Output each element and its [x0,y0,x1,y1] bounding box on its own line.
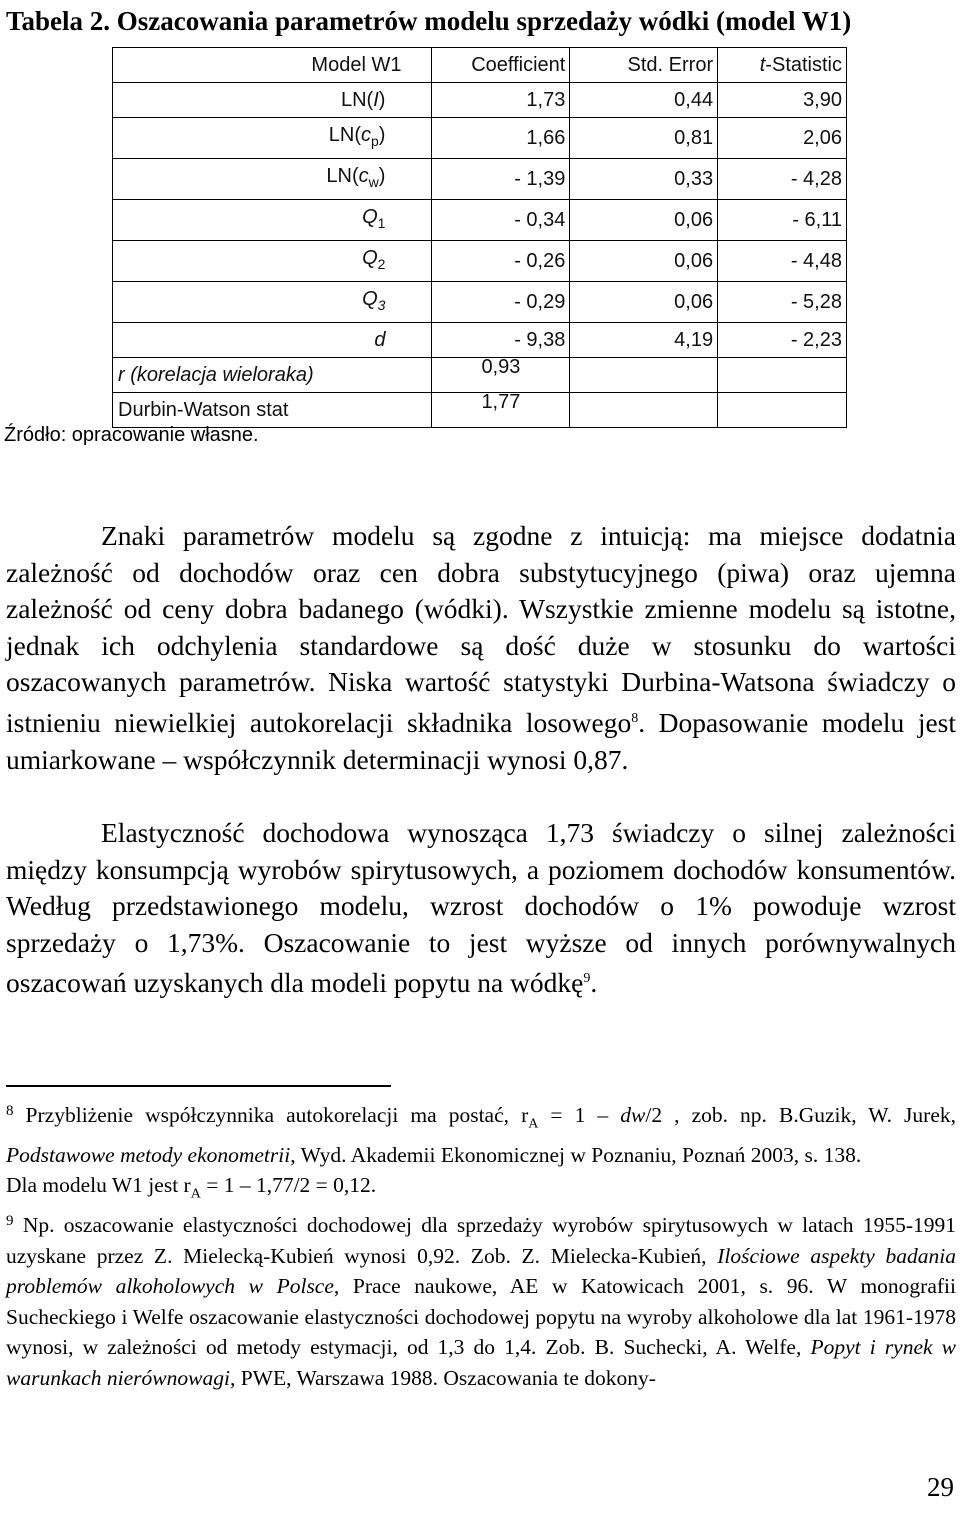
table-row [113,159,847,200]
empty-cell [570,358,718,393]
std-error-cell: 0,44 [570,83,718,118]
variable-cell: d [113,323,432,358]
std-error-cell: 0,06 [570,282,718,323]
std-error-cell: 0,81 [570,118,718,159]
variable-cell: $LN(c_p)$ [113,118,432,159]
table-row-r [113,358,847,393]
table-row [113,282,847,323]
t-stat-cell: 3,90 [718,83,847,118]
estimates-table [112,47,847,428]
std-error-cell: 0,33 [570,159,718,200]
coefficient-cell: - 0,34 [432,200,570,241]
t-stat-cell: - 4,28 [718,159,847,200]
variable-cell: $LN(c_w)$ [113,159,432,200]
coefficient-cell: 1,73 [432,83,570,118]
page-number: 29 [927,1472,954,1502]
table-row [113,118,847,159]
header-model: Model W1 [113,48,432,83]
coefficient-cell: - 1,39 [432,159,570,200]
variable-cell: $Q_2$ [113,241,432,282]
table-caption: Tabela 2. Oszacowania parametrów modelu sprzedaży wódki (model W1) [6,6,852,36]
coefficient-cell: 1,66 [432,118,570,159]
header-t-rest: -Statistic [765,54,842,76]
footnote-9: $^9$ Np. oszacowanie elastyczności dochodowej dla sprzedaży wyrobów spirytusowych w latach 1955-1991 uzyskane przez Z. Mielecką-Kubień wynosi 0,92. Zob. Z. Mielecka-Kubień, Ilościowe aspekty badania problemów alkoholowych w Polsce, Prace naukowe, AE w Katowicach 2001, s. 96. W monografii Sucheckiego i Welfe oszacowanie elastyczności dochodowej popytu na wyroby alkoholowe dla lat 1961-1978 wynosi, w zależności od metody estymacji, od 1,3 do 1,4. Zob. B. Suchecki, A. Welfe, Popyt i rynek w warunkach nierównowagi, PWE, Warszawa 1988. Oszacowania te dokony- [6,1213,956,1390]
footnote-ref-8: 8 [631,710,639,726]
table-row [113,323,847,358]
footnotes [6,1100,956,1393]
std-error-cell: 0,06 [570,241,718,282]
table-row [113,241,847,282]
empty-cell [718,358,847,393]
header-coefficient: Coefficient [432,48,570,83]
table-source: Źródło: opracowanie własne. [4,424,259,446]
t-stat-cell: - 6,11 [718,200,847,241]
footnote-8-line-2: Dla modelu W1 jest $r_A = 1 - 1,77/2 = 0,12$. [6,1173,377,1202]
footnote-separator [6,1085,391,1087]
footnote-ref-9: 9 [583,971,591,987]
t-stat-cell: - 4,48 [718,241,847,282]
t-stat-cell: - 2,23 [718,323,847,358]
body-paragraph-1: Znaki parametrów modelu są zgodne z intuicją: ma miejsce dodatnia zależność od dochodów oraz cen dobra substytucyjnego (piwa) oraz ujemna zależność od ceny dobra badanego (wódki). Wszystkie zmienne modelu są istotne, jednak ich odchylenia standardowe są dość duże w stosunku do wartości oszacowanych parametrów. Niska wartość statystyki Durbina-Watsona świadczy o istnieniu niewielkiej autokorelacji składnika losowego$^8$. Dopasowanie modelu jest umiarkowane – współczynnik determinacji wynosi 0,87. [6,520,957,775]
t-stat-cell: 2,06 [718,118,847,159]
coefficient-cell: - 9,38 [432,323,570,358]
t-stat-cell: - 5,28 [718,282,847,323]
body-paragraph-2: Elastyczność dochodowa wynosząca 1,73 świadczy o silnej zależności między konsumpcją wyrobów spirytusowych, a poziomem dochodów konsumentów. Według przedstawionego modelu, wzrost dochodów o 1% powoduje wzrost sprzedaży o 1,73%. Oszacowanie to jest wyższe od innych porównywalnych oszacowań uzyskanych dla modeli popytu na wódkę$^9$. [6,817,956,999]
table-header-row [113,48,847,83]
header-t-prefix: t [759,54,766,76]
coefficient-cell: - 0,26 [432,241,570,282]
table-row [113,200,847,241]
std-error-cell: 4,19 [570,323,718,358]
r-value: 0,93 [432,358,570,393]
header-t-statistic [718,48,847,83]
variable-cell: $Q_1$ [113,200,432,241]
dw-value: 1,77 [432,393,570,428]
coefficient-cell: - 0,29 [432,282,570,323]
variable-cell: $Q_3$ [113,282,432,323]
header-std-error: Std. Error [570,48,718,83]
empty-cell [570,393,718,428]
footnote-8: $^8$ Przybliżenie współczynnika autokorelacji ma postać, $r_A = 1 - dw/2$ , zob. np. B.Guzik, W. Jurek, Podstawowe metody ekonometrii, Wyd. Akademii Ekonomicznej w Poznaniu, Poznań 2003, s. 138. [6,1103,956,1167]
std-error-cell: 0,06 [570,200,718,241]
dw-label: Durbin-Watson stat [113,393,432,428]
empty-cell [718,393,847,428]
r-label: r (korelacja wieloraka) [113,358,432,393]
table-row [113,83,847,118]
variable-cell: LN(I) [113,83,432,118]
